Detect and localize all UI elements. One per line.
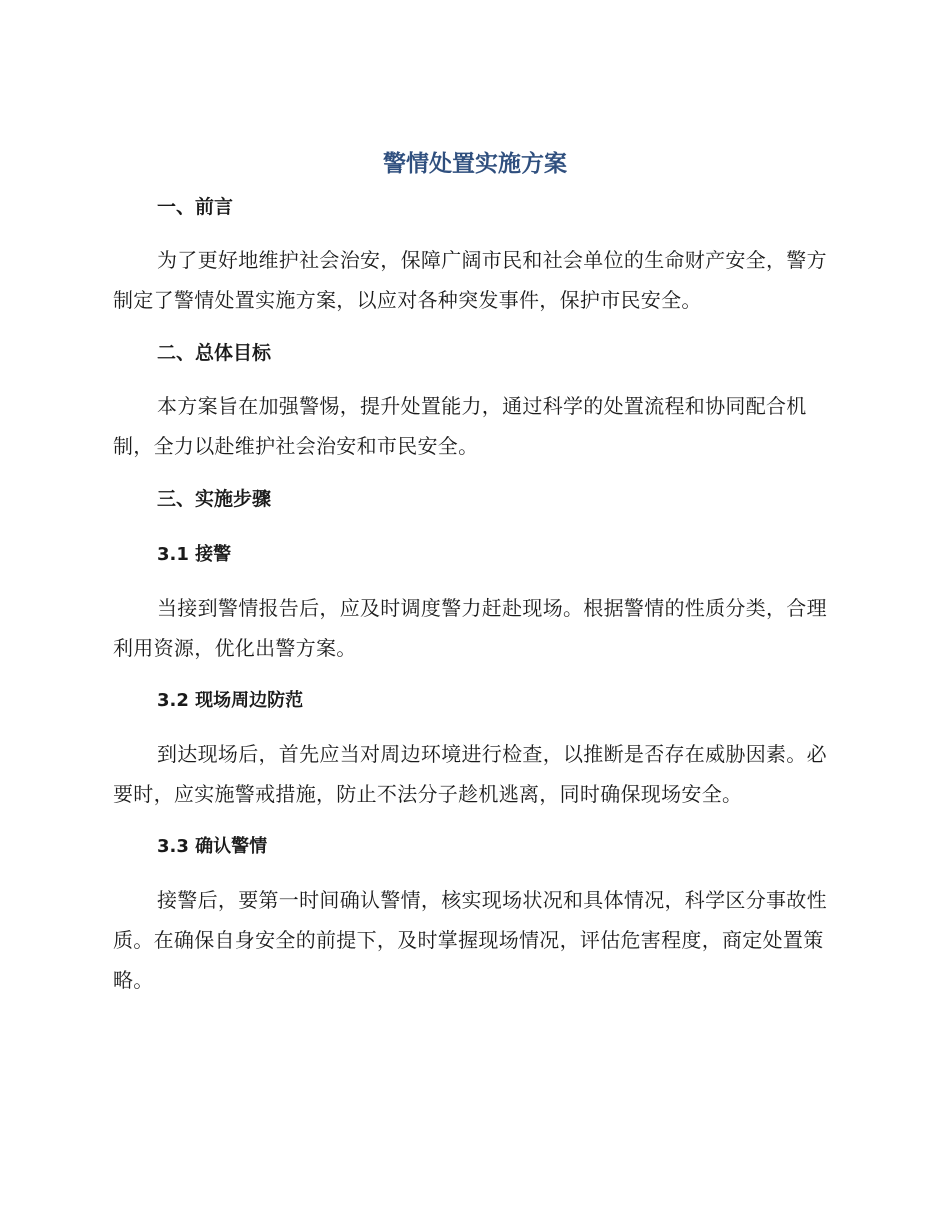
step-paragraph-perimeter: 到达现场后，首先应当对周边环境进行检查，以推断是否存在威胁因素。必要时，应实施警戒措施，防止不法分子趁机逃离，同时确保现场安全。 [113, 742, 827, 806]
section-heading-preface: 一、前言 [157, 196, 234, 218]
step-heading-perimeter: 3.2 现场周边防范 [157, 690, 304, 711]
section-paragraph-goals: 本方案旨在加强警惕，提升处置能力，通过科学的处置流程和协同配合机制，全力以赴维护社会治安和市民安全。 [113, 394, 807, 458]
step-heading-confirm: 3.3 确认警情 [157, 836, 268, 857]
step-paragraph-receive: 当接到警情报告后，应及时调度警力赶赴现场。根据警情的性质分类，合理利用资源，优化出警方案。 [113, 596, 827, 660]
section-heading-steps: 三、实施步骤 [157, 488, 272, 510]
document-body [113, 190, 831, 1000]
section-heading-goals: 二、总体目标 [157, 342, 272, 364]
step-paragraph-confirm: 接警后，要第一时间确认警情，核实现场状况和具体情况，科学区分事故性质。在确保自身安全的前提下，及时掌握现场情况，评估危害程度，商定处置策略。 [113, 888, 827, 992]
step-heading-receive: 3.1 接警 [157, 544, 232, 565]
section-paragraph-preface: 为了更好地维护社会治安，保障广阔市民和社会单位的生命财产安全，警方制定了警情处置实施方案，以应对各种突发事件，保护市民安全。 [113, 248, 827, 312]
document-title: 警情处置实施方案 [383, 151, 567, 177]
